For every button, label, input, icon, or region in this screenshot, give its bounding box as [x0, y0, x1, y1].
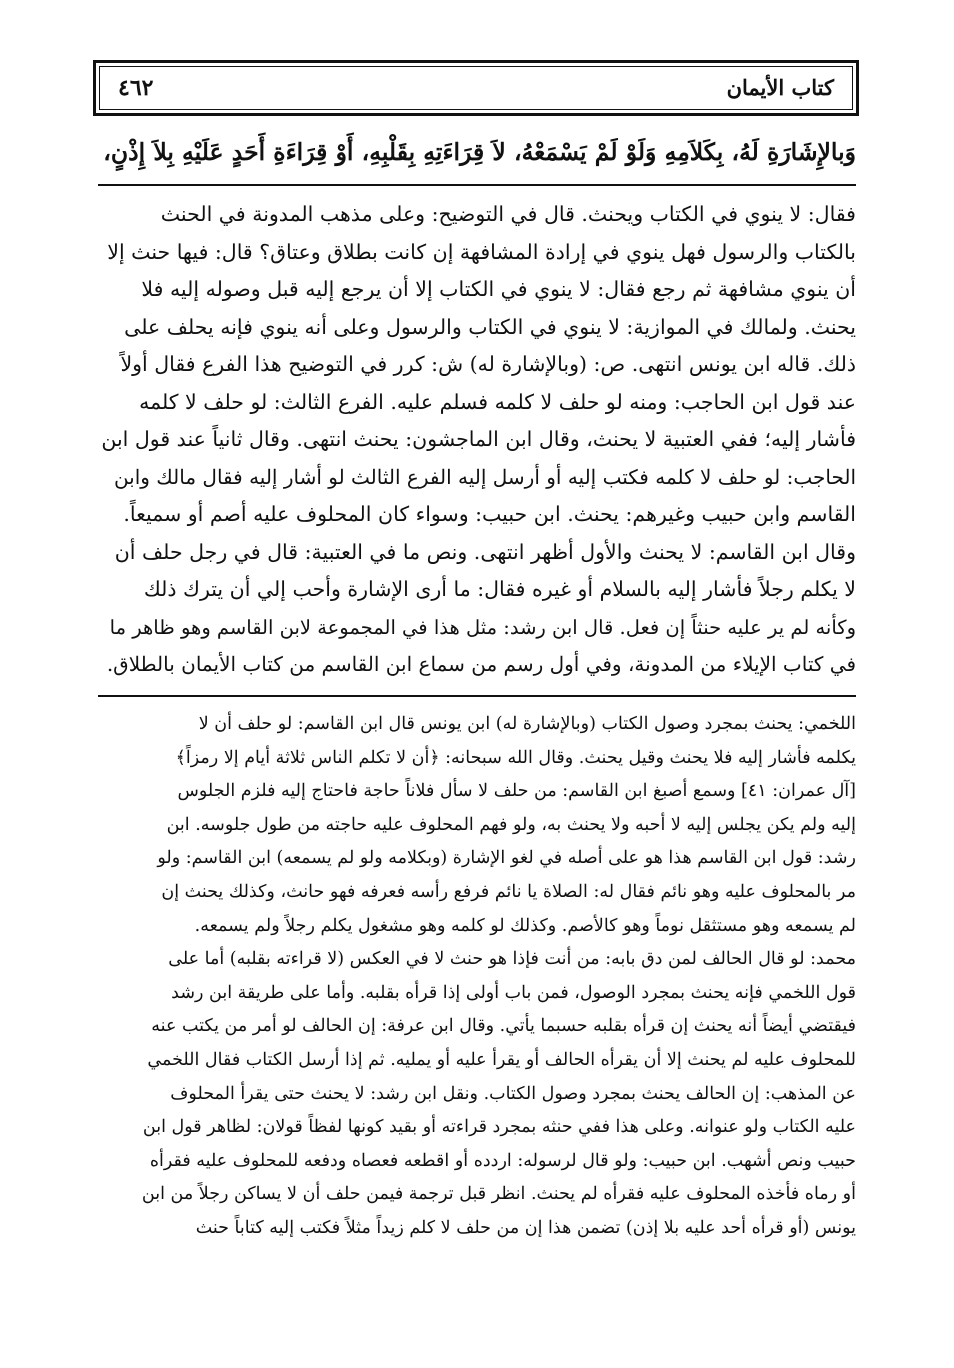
- commentary-line: بالكتاب والرسول فهل ينوي في إرادة المشافهة إن كانت بطلاق وعتاق؟ قال: فيها حنث إلا: [107, 239, 856, 264]
- footnote-line: يكلمه فأشار إليه فلا يحنث وقيل يحنث. وقال الله سبحانه: ﴿أن لا تكلم الناس ثلاثة أيام إلا رمزاً﴾: [175, 747, 856, 768]
- footnote-line: رشد: قول ابن القاسم هذا هو على أصله في لغو الإشارة (وبكلامه ولو لم يسمعه) ابن القاسم: ولو: [157, 848, 856, 869]
- footnote-line: أو رماه فأخذه المحلوف عليه فقرأه لم يحنث. انظر قبل ترجمة فيمن حلف أن لا يساكن رجلاً من ابن: [141, 1184, 856, 1205]
- footnote-line: يونس (أو قرأه أحد عليه بلا إذن) تضمن هذا إن من حلف لا كلم زيداً مثلاً فكتب إليه كتاباً حنث: [195, 1217, 856, 1238]
- commentary-line: فأشار إليه؛ ففي العتبية لا يحنث، وقال ابن الماجشون: يحنث انتهى. وقال ثانياً عند قول ابن: [101, 427, 856, 451]
- commentary-line: ذلك. قاله ابن يونس انتهى. ص: (وبالإشارة له) ش: كرر في التوضيح هذا الفرع فقال أولاً: [120, 352, 856, 376]
- commentary-line: الحاجب: لو حلف لا كلمه فكتب إليه أو أرسل إليه الفرع الثالث لو أشار إليه فقال مالك وابن: [113, 464, 856, 489]
- commentary-line: وكأنه لم ير عليه حنثاً إن فعل. قال ابن رشد: مثل هذا في المجموعة لابن القاسم وهو ظاهر ما: [109, 615, 856, 639]
- commentary-line: في كتاب الإيلاء من المدونة، وفي أول رسم من سماع ابن القاسم من كتاب الأيمان بالطلاق.: [106, 652, 856, 676]
- footnote-line: للمحلوف عليه لم يحنث إلا أن يقرأه الحالف أو يقرأ عليه أو يمليه. ثم إذا أرسل الكتاب فقال اللخمي: [147, 1049, 856, 1070]
- matn-divider: [98, 184, 856, 186]
- commentary-block: [98, 196, 856, 684]
- footnote-line: لم يسمعه وهو مستثقل نوماً وهو كالأصم. وكذلك لو كلمه وهو مشغول يكلم رجلاً ولم يسمعه.: [194, 915, 856, 936]
- footnote-line: محمد: لو قال الحالف لمن دق بابه: من أنت فإذا هو حنث لا في العكس (لا قراءته بقلبه) أما على: [168, 949, 856, 970]
- commentary-line: لا يكلم رجلاً فأشار إليه بالسلام أو غيره فقال: ما أرى الإشارة وأحب إلي أن يترك ذلك: [143, 577, 856, 601]
- running-header: [93, 60, 859, 116]
- footnote-line: قول اللخمي فإنه يحنث بمجرد الوصول، فمن باب أولى إذا قرأه بقلبه. وأما على طريقة ابن رشد: [171, 982, 856, 1003]
- footnote-line: عليه الكتاب ولو عنوانه. وعلى هذا ففي حنثه بمجرد قراءته أو بقيد كونها لفظاً قولان: لظاهر قول ابن: [142, 1117, 856, 1138]
- header-title: كتاب الأيمان: [726, 75, 834, 100]
- commentary-line: وقال ابن القاسم: لا يحنث والأول أظهر انتهى. ونص ما في العتبية: قال في رجل حلف أن: [114, 539, 856, 564]
- commentary-line: القاسم وابن حبيب وغيرهم: يحنث. ابن حبيب: وسواء كان المحلوف عليه أصم أو سميعاً.: [123, 502, 856, 526]
- commentary-line: يحنث. ولمالك في الموازية: لا ينوي في الكتاب والرسول وعلى أنه ينوي فإنه يحلف على: [124, 314, 856, 339]
- footnote-line: [آل عمران: ٤١] وسمع أصبغ ابن القاسم: من حلف لا سأل فلاناً حاجة فاحتاج إليه فلزم الجلوس: [177, 781, 856, 802]
- footnote-divider: [98, 695, 856, 697]
- footnote-line: عن المذهب: إن الحالف يحنث بمجرد وصول الكتاب. ونقل ابن رشد: لا يحنث حتى يقرأ المحلوف: [170, 1083, 856, 1104]
- footnotes-block: [98, 708, 856, 1246]
- footnote-line: فيقتضي أيضاً أنه يحنث إن قرأه بقلبه حسبما يأتي. وقال ابن عرفة: إن الحالف لو أمر من يكتب عنه: [151, 1016, 856, 1037]
- footnote-line: حبيب ونص أشهب. ابن حبيب: ولو قال لرسوله: اردده أو اقطعه فعصاه ودفعه للمحلوف عليه فقرأه: [149, 1150, 856, 1171]
- commentary-line: أن ينوي مشافهة ثم رجع فقال: لا ينوي في الكتاب إلا أن يرجع إليه قبل وصوله إليه فلا: [141, 277, 856, 301]
- matn-text: وَبالإِشَارَةِ لَهُ، بِكَلاَمِهِ وَلَوْ لَمْ يَسْمَعْهُ، لاَ قِرَاءَتِهِ بِقَلْبِهِ، أَوْ قِرَاءَةِ أَحَدٍ عَلَيْهِ بِلاَ إِذْنٍ،: [103, 138, 856, 166]
- commentary-line: عند قول ابن الحاجب: ومنه لو حلف لا كلمه فسلم عليه. الفرع الثالث: لو حلف لا كلمه: [139, 389, 856, 414]
- footnote-line: اللخمي: يحنث بمجرد وصول الكتاب (وبالإشارة له) ابن يونس قال ابن القاسم: لو حلف أن لا: [198, 714, 856, 734]
- commentary-line: فقال: لا ينوي في الكتاب ويحنث. قال في التوضيح: وعلى مذهب المدونة في الحنث: [160, 202, 856, 226]
- footnote-line: إليه ولم يكن يجلس إليه لا أحبه ولا يحنث به، ولو فهم المحلوف عليه حاجته من طول جلوسه. ابن: [166, 814, 856, 835]
- page-number: ٤٦٢: [118, 75, 154, 101]
- footnote-line: مر بالمحلوف عليه وهو نائم فقال له: الصلاة يا نائم فرفع رأسه فعرفه فهو حانث، وكذلك يحنث إن: [161, 881, 856, 902]
